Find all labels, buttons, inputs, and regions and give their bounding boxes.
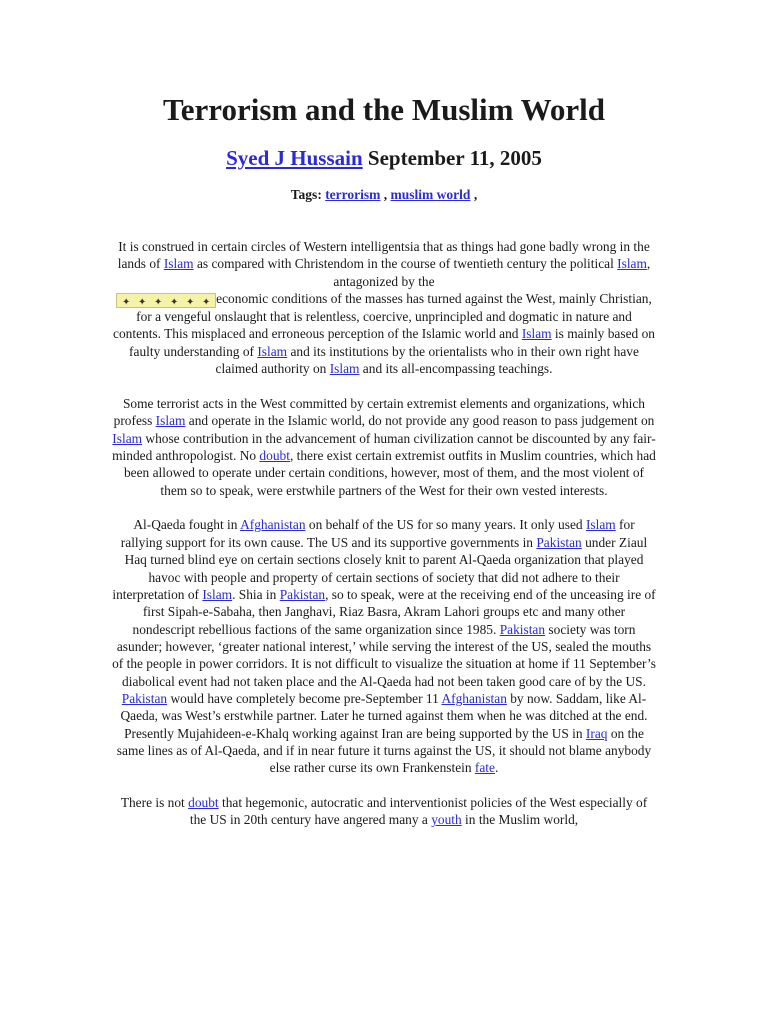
paragraph-3 [112,516,656,776]
keyword-link-afghanistan[interactable]: Afghanistan [240,517,306,533]
paragraph-4 [112,794,656,829]
tag-link-terrorism[interactable]: terrorism [325,187,381,202]
text-run: and its institutions by the orientalists who in their own right have claimed authority on [215,343,639,377]
article-body [112,238,656,846]
keyword-link-doubt[interactable]: doubt [188,795,219,811]
text-run: Some terrorist acts in the West committed by certain extremist elements and organizations, which profess [113,395,645,429]
keyword-link-islam[interactable]: Islam [617,256,647,272]
keyword-link-youth[interactable]: youth [431,812,462,828]
keyword-link-pakistan[interactable]: Pakistan [121,690,168,706]
text-run: , antagonized by the [333,256,651,289]
text-run: would have completely become pre-September 11 [167,690,442,706]
keyword-link-pakistan[interactable]: Pakistan [536,534,582,550]
text-run: in the Muslim world, [461,812,579,828]
text-run: . [494,760,499,776]
keyword-link-islam[interactable]: Islam [163,256,194,272]
text-run: is mainly based on faulty understanding of [129,326,655,359]
star-icon: ✦ [137,297,147,309]
text-run: There is not [120,795,189,811]
keyword-link-afghanistan[interactable]: Afghanistan [441,690,507,706]
paragraph-1 [112,238,656,377]
keyword-link-islam[interactable]: Islam [521,326,552,342]
text-run: Al-Qaeda fought in [133,517,241,533]
text-run: as compared with Christendom in the course of twentieth century the political [193,256,618,272]
text-run: It is construed in certain circles of Western intelligentsia that as things had gone badly wrong in the lands of [117,239,650,272]
tag-link-muslim-world[interactable]: muslim world [390,187,471,202]
article-title: Terrorism and the Muslim World [162,92,606,127]
star-icon: ✦ [153,297,163,309]
paragraph-2 [112,395,656,499]
keyword-link-pakistan[interactable]: Pakistan [279,586,326,602]
byline [0,145,768,171]
keyword-link-islam[interactable]: Islam [585,517,616,533]
keyword-link-iraq[interactable]: Iraq [585,725,608,741]
text-run: . Shia in [232,586,280,602]
text-run: whose contribution in the advancement of human civilization cannot be discounted by any fair-minded anthropologist. No [112,430,656,463]
keyword-link-islam[interactable]: Islam [329,361,360,377]
keyword-link-fate[interactable]: fate [474,760,495,776]
rating-icons [116,293,216,308]
keyword-link-islam[interactable]: Islam [257,343,288,359]
text-run: and operate in the Islamic world, do not provide any good reason to pass judgement on [185,413,655,429]
star-icon: ✦ [169,297,179,309]
text-run: , there exist certain extremist outfits in Muslim countries, which had been allowed to operate under certain conditions, however, most of them, and the most violent of them so to speak, were erstwhile partners of the West for their own vested interests. [123,447,656,498]
text-run: by now. Saddam, like Al-Qaeda, was West’s erstwhile partner. Later he turned against them when he was ditched at the end. Presently Mujahideen-e-Khalq working against Iran are being supported by the US in [120,690,648,741]
tags-line [0,186,768,204]
author-link[interactable]: Syed J Hussain [226,146,363,170]
keyword-link-pakistan[interactable]: Pakistan [499,621,546,637]
tag-trailing-separator: , [473,187,478,202]
article-date: September 11, 2005 [367,146,542,170]
keyword-link-islam[interactable]: Islam [155,413,186,429]
star-icon: ✦ [201,297,211,309]
text-run: , so to speak, were at the receiving end of the unceasing ire of first Sipah-e-Sabaha, then Janghavi, Riaz Basra, Akram Lahori groups etc and many other nondescript rebellious factions of the same organization since 1985. [132,586,656,637]
text-run: on the same lines as of Al-Qaeda, and if in near future it turns against the US, it should not blame anybody else rather curse its own Frankenstein [116,725,652,776]
keyword-link-islam[interactable]: Islam [202,586,233,602]
text-run: that hegemonic, autocratic and interventionist policies of the West especially of the US in 20th century have angered many a [189,795,648,828]
keyword-link-islam[interactable]: Islam [112,430,143,446]
keyword-link-doubt[interactable]: doubt [259,447,290,463]
text-run: economic conditions of the masses has turned against the West, mainly Christian, for a vengeful onslaught that is relentless, coercive, unprincipled and dogmatic in nature and contents. This misplaced and erroneous perception of the Islamic world and [113,291,652,342]
text-run: and its all-encompassing teachings. [359,361,553,377]
text-run: on behalf of the US for so many years. It only used [305,517,586,533]
text-run: society was torn asunder; however, ‘greater national interest,’ while serving the interest of the US, sealed the mouths of the people in power corridors. It is not difficult to visualize the situation at home if 11 September’s diabolical event had not taken place and the Al-Qaeda had not been taken good care of by the US. [112,621,656,689]
star-icon: ✦ [185,297,195,309]
text-run: for rallying support for its own cause. The US and its supportive governments in [120,517,635,550]
tag-separator: , [383,187,388,202]
text-run: under Ziaul Haq turned blind eye on certain sections closely knit to parent Al-Qaeda organization that played havoc with people and property of certain sections of society that did not adhere to their interpretation of [112,534,648,602]
star-icon: ✦ [121,297,131,309]
tags-label: Tags: [290,187,322,202]
